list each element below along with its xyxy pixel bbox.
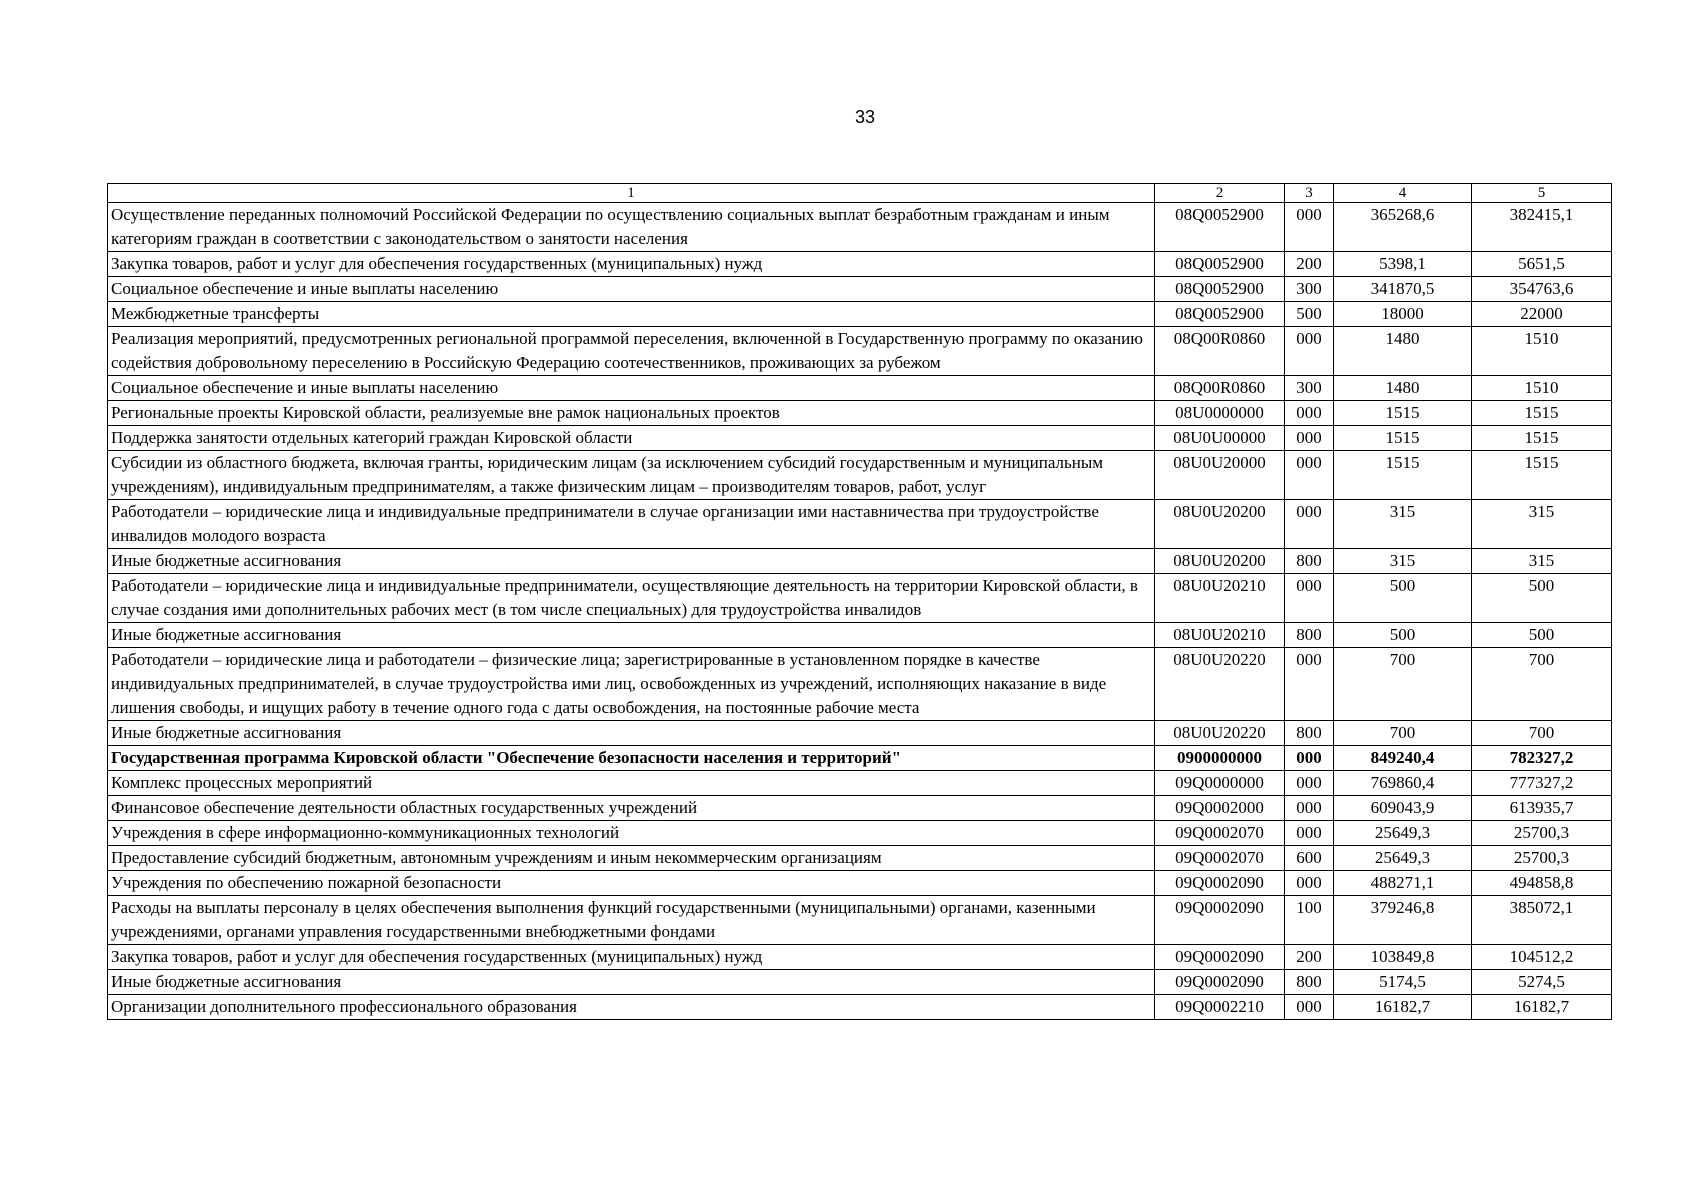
row-value-col4-cell: 1515	[1334, 401, 1472, 426]
row-type-cell: 000	[1285, 327, 1334, 376]
table-row	[108, 426, 1612, 451]
row-type-cell: 800	[1285, 549, 1334, 574]
row-value-col4-cell: 5398,1	[1334, 252, 1472, 277]
row-value-col5-cell: 25700,3	[1472, 821, 1612, 846]
row-code-cell: 09Q0002210	[1155, 995, 1285, 1020]
row-code-cell: 08U0U20210	[1155, 574, 1285, 623]
table-row	[108, 796, 1612, 821]
row-value-col5-cell: 1515	[1472, 401, 1612, 426]
row-type-cell: 300	[1285, 277, 1334, 302]
row-name-cell: Поддержка занятости отдельных категорий граждан Кировской области	[108, 426, 1155, 451]
row-type-cell: 000	[1285, 746, 1334, 771]
row-type-cell: 200	[1285, 252, 1334, 277]
table-row	[108, 451, 1612, 500]
row-type-cell: 000	[1285, 451, 1334, 500]
row-type-cell: 000	[1285, 401, 1334, 426]
row-value-col4-cell: 769860,4	[1334, 771, 1472, 796]
budget-table-body	[108, 184, 1612, 1020]
row-value-col5-cell: 315	[1472, 549, 1612, 574]
table-row	[108, 746, 1612, 771]
table-row	[108, 252, 1612, 277]
row-code-cell: 08U0U20220	[1155, 648, 1285, 721]
table-row	[108, 623, 1612, 648]
row-value-col5-cell: 613935,7	[1472, 796, 1612, 821]
table-row	[108, 846, 1612, 871]
row-name-cell: Межбюджетные трансферты	[108, 302, 1155, 327]
table-row	[108, 549, 1612, 574]
row-code-cell: 09Q0000000	[1155, 771, 1285, 796]
row-value-col4-cell: 700	[1334, 721, 1472, 746]
table-row	[108, 771, 1612, 796]
page-number: 33	[854, 107, 876, 127]
row-type-cell: 600	[1285, 846, 1334, 871]
row-name-cell: Осуществление переданных полномочий Российской Федерации по осуществлению социальных выплат безработным гражданам и иным категориям граждан в соответствии с законодательством о занятости населения	[108, 203, 1155, 252]
row-code-cell: 08Q00R0860	[1155, 376, 1285, 401]
row-value-col4-cell: 18000	[1334, 302, 1472, 327]
row-name-cell: Финансовое обеспечение деятельности областных государственных учреждений	[108, 796, 1155, 821]
row-type-cell: 000	[1285, 871, 1334, 896]
row-code-cell: 08U0000000	[1155, 401, 1285, 426]
row-value-col4-cell: 103849,8	[1334, 945, 1472, 970]
row-value-col4-cell: 25649,3	[1334, 846, 1472, 871]
table-row	[108, 500, 1612, 549]
table-row	[108, 203, 1612, 252]
row-name-cell: Комплекс процессных мероприятий	[108, 771, 1155, 796]
row-name-cell: Иные бюджетные ассигнования	[108, 970, 1155, 995]
row-value-col5-cell: 382415,1	[1472, 203, 1612, 252]
row-value-col4-cell: 379246,8	[1334, 896, 1472, 945]
table-row	[108, 648, 1612, 721]
row-code-cell: 08U0U20200	[1155, 549, 1285, 574]
row-type-cell: 000	[1285, 648, 1334, 721]
row-name-cell: Организации дополнительного профессионального образования	[108, 995, 1155, 1020]
row-type-cell: 000	[1285, 203, 1334, 252]
row-value-col4-cell: 16182,7	[1334, 995, 1472, 1020]
row-value-col4-cell: 315	[1334, 500, 1472, 549]
row-type-cell: 000	[1285, 500, 1334, 549]
row-type-cell: 000	[1285, 574, 1334, 623]
row-value-col4-cell: 315	[1334, 549, 1472, 574]
row-code-cell: 09Q0002070	[1155, 821, 1285, 846]
table-row	[108, 721, 1612, 746]
row-value-col5-cell: 777327,2	[1472, 771, 1612, 796]
row-value-col4-cell: 849240,4	[1334, 746, 1472, 771]
row-name-cell: Расходы на выплаты персоналу в целях обеспечения выполнения функций государственными (муниципальными) органами, казенными учреждениями, органами управления государственными внебюджетными фондами	[108, 896, 1155, 945]
row-value-col5-cell: 25700,3	[1472, 846, 1612, 871]
column-number-1: 1	[108, 184, 1155, 203]
row-code-cell: 09Q0002090	[1155, 970, 1285, 995]
row-type-cell: 100	[1285, 896, 1334, 945]
row-name-cell: Работодатели – юридические лица и индивидуальные предприниматели, осуществляющие деятельность на территории Кировской области, в случае создания ими дополнительных рабочих мест (в том числе специальных) для трудоустройства инвалидов	[108, 574, 1155, 623]
row-code-cell: 08Q0052900	[1155, 203, 1285, 252]
row-code-cell: 09Q0002090	[1155, 945, 1285, 970]
table-row	[108, 574, 1612, 623]
row-value-col4-cell: 25649,3	[1334, 821, 1472, 846]
row-code-cell: 08Q00R0860	[1155, 327, 1285, 376]
row-value-col4-cell: 488271,1	[1334, 871, 1472, 896]
row-value-col4-cell: 500	[1334, 623, 1472, 648]
row-type-cell: 300	[1285, 376, 1334, 401]
row-code-cell: 08U0U20210	[1155, 623, 1285, 648]
table-row	[108, 896, 1612, 945]
row-name-cell: Региональные проекты Кировской области, реализуемые вне рамок национальных проектов	[108, 401, 1155, 426]
row-type-cell: 000	[1285, 426, 1334, 451]
row-name-cell: Иные бюджетные ассигнования	[108, 623, 1155, 648]
row-value-col4-cell: 365268,6	[1334, 203, 1472, 252]
table-row	[108, 871, 1612, 896]
row-value-col5-cell: 1510	[1472, 327, 1612, 376]
row-code-cell: 08U0U20200	[1155, 500, 1285, 549]
row-value-col5-cell: 500	[1472, 574, 1612, 623]
row-value-col5-cell: 500	[1472, 623, 1612, 648]
column-number-5: 5	[1472, 184, 1612, 203]
row-type-cell: 500	[1285, 302, 1334, 327]
row-value-col4-cell: 700	[1334, 648, 1472, 721]
row-name-cell: Закупка товаров, работ и услуг для обеспечения государственных (муниципальных) нужд	[108, 252, 1155, 277]
row-code-cell: 09Q0002090	[1155, 871, 1285, 896]
row-code-cell: 08Q0052900	[1155, 277, 1285, 302]
row-name-cell: Социальное обеспечение и иные выплаты населению	[108, 376, 1155, 401]
row-code-cell: 08Q0052900	[1155, 302, 1285, 327]
row-value-col5-cell: 1515	[1472, 451, 1612, 500]
row-value-col5-cell: 5651,5	[1472, 252, 1612, 277]
row-value-col5-cell: 315	[1472, 500, 1612, 549]
row-value-col4-cell: 5174,5	[1334, 970, 1472, 995]
row-type-cell: 000	[1285, 821, 1334, 846]
row-type-cell: 000	[1285, 771, 1334, 796]
row-name-cell: Иные бюджетные ассигнования	[108, 721, 1155, 746]
row-name-cell: Государственная программа Кировской области "Обеспечение безопасности населения и территорий"	[108, 746, 1155, 771]
row-type-cell: 800	[1285, 721, 1334, 746]
table-row	[108, 821, 1612, 846]
row-value-col5-cell: 782327,2	[1472, 746, 1612, 771]
row-name-cell: Реализация мероприятий, предусмотренных региональной программой переселения, включенной в Государственную программу по оказанию содействия добровольному переселению в Российскую Федерацию соотечественников, проживающих за рубежом	[108, 327, 1155, 376]
row-type-cell: 000	[1285, 796, 1334, 821]
row-name-cell: Учреждения в сфере информационно-коммуникационных технологий	[108, 821, 1155, 846]
column-number-row	[108, 184, 1612, 203]
row-name-cell: Субсидии из областного бюджета, включая гранты, юридическим лицам (за исключением субсидий государственным и муниципальным учреждениям), индивидуальным предпринимателям, а также физическим лицам – производителям товаров, работ, услуг	[108, 451, 1155, 500]
table-row	[108, 277, 1612, 302]
row-name-cell: Работодатели – юридические лица и работодатели – физические лица; зарегистрированные в установленном порядке в качестве индивидуальных предпринимателей, в случае трудоустройства ими лиц, освобожденных из учреждений, исполняющих наказание в виде лишения свободы, и ищущих работу в течение одного года с даты освобождения, на постоянные рабочие места	[108, 648, 1155, 721]
column-number-3: 3	[1285, 184, 1334, 203]
row-value-col5-cell: 700	[1472, 721, 1612, 746]
row-value-col5-cell: 5274,5	[1472, 970, 1612, 995]
table-row	[108, 945, 1612, 970]
row-value-col5-cell: 104512,2	[1472, 945, 1612, 970]
row-type-cell: 200	[1285, 945, 1334, 970]
row-value-col4-cell: 500	[1334, 574, 1472, 623]
table-row	[108, 970, 1612, 995]
row-code-cell: 09Q0002090	[1155, 896, 1285, 945]
row-name-cell: Социальное обеспечение и иные выплаты населению	[108, 277, 1155, 302]
row-type-cell: 000	[1285, 995, 1334, 1020]
row-value-col4-cell: 1515	[1334, 451, 1472, 500]
row-code-cell: 0900000000	[1155, 746, 1285, 771]
row-value-col4-cell: 1480	[1334, 327, 1472, 376]
row-type-cell: 800	[1285, 623, 1334, 648]
row-code-cell: 09Q0002000	[1155, 796, 1285, 821]
column-number-4: 4	[1334, 184, 1472, 203]
row-name-cell: Учреждения по обеспечению пожарной безопасности	[108, 871, 1155, 896]
row-name-cell: Работодатели – юридические лица и индивидуальные предприниматели в случае организации ими наставничества при трудоустройстве инвалидов молодого возраста	[108, 500, 1155, 549]
row-value-col4-cell: 1480	[1334, 376, 1472, 401]
row-value-col4-cell: 341870,5	[1334, 277, 1472, 302]
row-code-cell: 08U0U00000	[1155, 426, 1285, 451]
row-code-cell: 09Q0002070	[1155, 846, 1285, 871]
table-row	[108, 302, 1612, 327]
row-value-col5-cell: 16182,7	[1472, 995, 1612, 1020]
row-code-cell: 08Q0052900	[1155, 252, 1285, 277]
column-number-2: 2	[1155, 184, 1285, 203]
table-row	[108, 401, 1612, 426]
row-value-col4-cell: 1515	[1334, 426, 1472, 451]
row-value-col5-cell: 1510	[1472, 376, 1612, 401]
row-value-col5-cell: 354763,6	[1472, 277, 1612, 302]
row-name-cell: Иные бюджетные ассигнования	[108, 549, 1155, 574]
row-name-cell: Закупка товаров, работ и услуг для обеспечения государственных (муниципальных) нужд	[108, 945, 1155, 970]
row-value-col5-cell: 494858,8	[1472, 871, 1612, 896]
row-name-cell: Предоставление субсидий бюджетным, автономным учреждениям и иным некоммерческим организациям	[108, 846, 1155, 871]
row-value-col5-cell: 385072,1	[1472, 896, 1612, 945]
row-value-col5-cell: 1515	[1472, 426, 1612, 451]
row-code-cell: 08U0U20220	[1155, 721, 1285, 746]
table-row	[108, 995, 1612, 1020]
row-value-col4-cell: 609043,9	[1334, 796, 1472, 821]
row-value-col5-cell: 22000	[1472, 302, 1612, 327]
table-row	[108, 327, 1612, 376]
budget-table	[107, 183, 1612, 1020]
row-code-cell: 08U0U20000	[1155, 451, 1285, 500]
row-value-col5-cell: 700	[1472, 648, 1612, 721]
row-type-cell: 800	[1285, 970, 1334, 995]
table-row	[108, 376, 1612, 401]
